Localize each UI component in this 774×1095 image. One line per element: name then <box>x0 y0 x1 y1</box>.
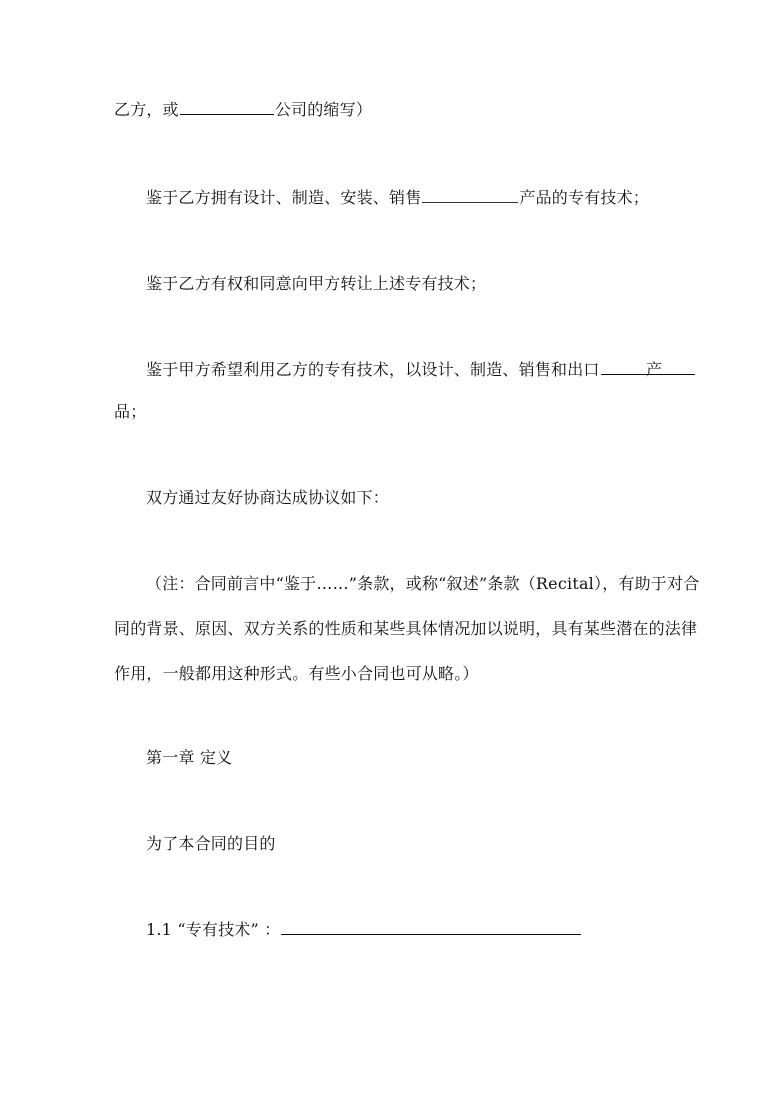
fill-blank[interactable] <box>180 100 274 115</box>
paragraph-whereas-know-how <box>146 184 692 212</box>
chapter-title: 第一章 定义 <box>146 748 233 767</box>
note-line-2: 同的背景、原因、双方关系的性质和某些具体情况加以说明，具有某些潜在的法律 <box>114 619 698 638</box>
text-prefix: 鉴于甲方希望利用乙方的专有技术，以设计、制造、销售和出口 <box>146 360 600 379</box>
text-suffix: 产 <box>646 360 663 379</box>
text-suffix: 产品的专有技术； <box>519 188 650 207</box>
paragraph-agreement: 双方通过友好协商达成协议如下： <box>146 488 390 507</box>
paragraph-party-b-abbrev <box>114 96 660 124</box>
text-prefix: 乙方，或 <box>114 100 179 119</box>
note-line-3: 作用，一般都用这种形式。有些小合同也可从略。） <box>114 664 479 683</box>
definition-1-1 <box>146 916 692 944</box>
text-prefix: 1.1 “专有技术” ： <box>146 920 281 939</box>
fill-blank[interactable] <box>422 188 518 203</box>
text-prefix: 鉴于乙方拥有设计、制造、安装、销售 <box>146 188 422 207</box>
purpose-line: 为了本合同的目的 <box>146 834 276 853</box>
paragraph-whereas-transfer: 鉴于乙方有权和同意向甲方转让上述专有技术； <box>146 274 487 293</box>
note-line-1: （注：合同前言中“鉴于……”条款，或称“叙述”条款（Recital），有助于对合 <box>146 574 700 593</box>
paragraph-whereas-use <box>146 356 692 384</box>
paragraph-whereas-use-continued: 品； <box>114 402 147 421</box>
text-suffix: 公司的缩写） <box>274 100 373 119</box>
fill-blank[interactable] <box>281 920 581 935</box>
